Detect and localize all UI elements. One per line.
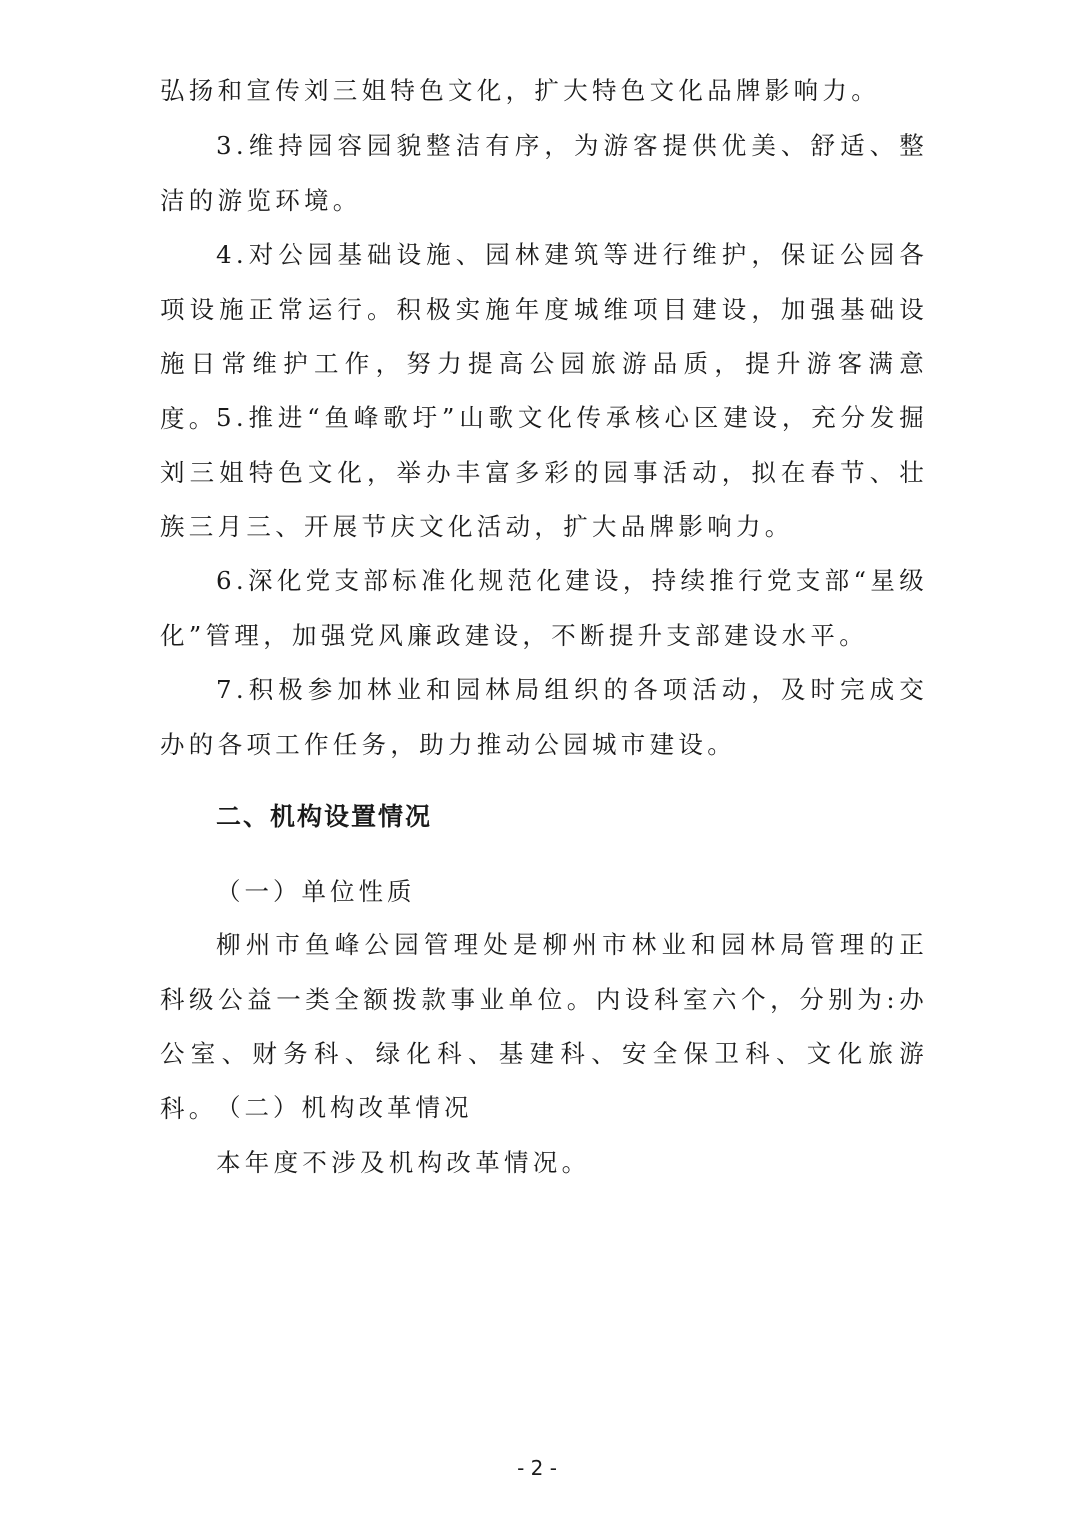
section-heading: 二、机构设置情况 <box>216 802 433 831</box>
paragraph-item-4: 4.对公园基础设施、园林建筑等进行维护，保证公园各项设施正常运行。积极实施年度城维项目建设，加强基础设施日常维护工作，努力提高公园旅游品质，提升游客满意度。 <box>160 240 928 433</box>
paragraph-item-7: 7.积极参加林业和园林局组织的各项活动，及时完成交办的各项工作任务，助力推动公园城市建设。 <box>160 675 928 759</box>
page-number: - 2 - <box>517 1456 557 1480</box>
document-page <box>160 0 928 1520</box>
subsection-title-unit-nature: （一）单位性质 <box>216 877 416 906</box>
paragraph-reform: 本年度不涉及机构改革情况。 <box>216 1148 591 1177</box>
paragraph-item-5: 5.推进“鱼峰歌圩”山歌文化传承核心区建设，充分发掘刘三姐特色文化，举办丰富多彩的园事活动，拟在春节、壮族三月三、开展节庆文化活动，扩大品牌影响力。 <box>160 403 928 541</box>
paragraph-item-3: 3.维持园容园貌整洁有序，为游客提供优美、舒适、整洁的游览环境。 <box>160 131 928 215</box>
paragraph-unit-nature: 柳州市鱼峰公园管理处是柳州市林业和园林局管理的正科级公益一类全额拨款事业单位。内设科室六个，分别为:办公室、财务科、绿化科、基建科、安全保卫科、文化旅游科。 <box>160 930 928 1123</box>
paragraph-item-6: 6.深化党支部标准化规范化建设，持续推行党支部“星级化”管理，加强党风廉政建设，不断提升支部建设水平。 <box>160 566 928 650</box>
subsection-title-reform: （二）机构改革情况 <box>216 1093 473 1122</box>
paragraph-continuation: 弘扬和宣传刘三姐特色文化，扩大特色文化品牌影响力。 <box>160 76 880 105</box>
